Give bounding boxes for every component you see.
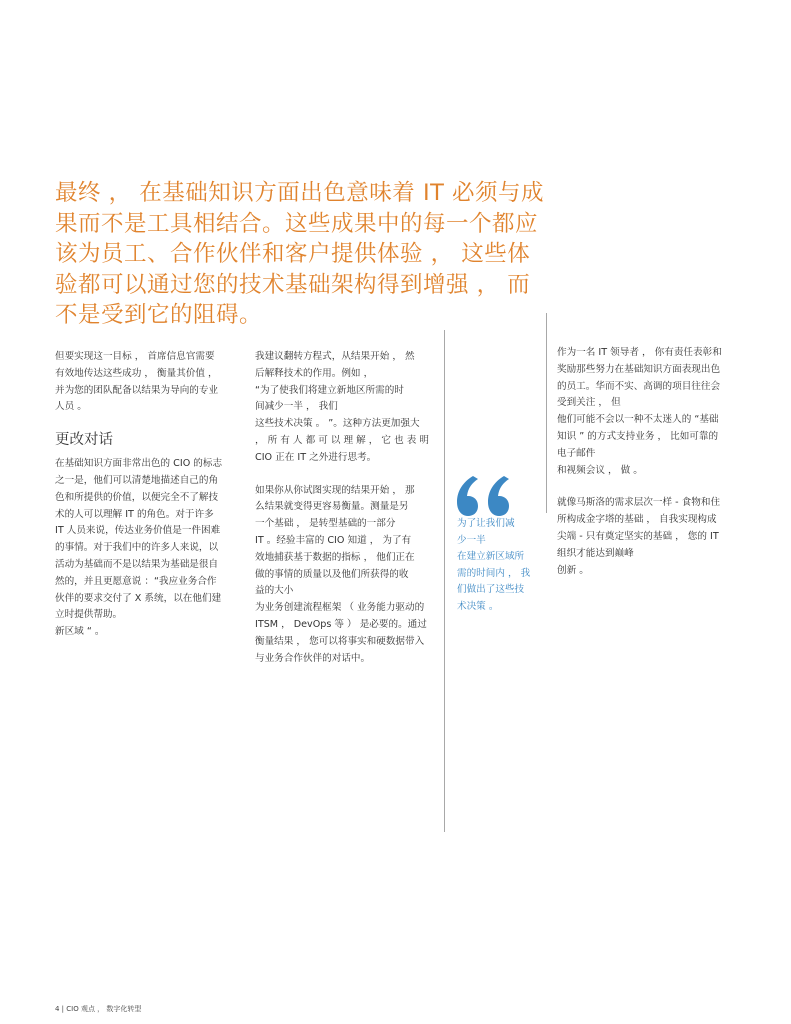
- quote-line: 为了让我们减: [457, 518, 515, 529]
- text-line: 衡量结果 ， 您可以将事实和硬数据带入: [255, 635, 425, 647]
- text-line: 色和所提供的价值，以便完全不了解技: [55, 491, 219, 503]
- text-line: 做的事情的质量以及他们所获得的收: [255, 568, 409, 580]
- text-line: 知识 ” 的方式支持业务 ， 比如可靠的: [557, 430, 719, 442]
- text-line: 伙伴的要求交付了 X 系统，以在他们建: [55, 592, 222, 604]
- paragraph: [255, 483, 440, 668]
- quote-line: 在建立新区域所: [457, 551, 525, 563]
- text-line: 活动为基础而不是以结果为基础是很自: [55, 558, 219, 570]
- text-line: 和视频会议 ， 做 。: [557, 464, 643, 476]
- text-line: 的员工。华而不实、高调的项目往往会: [557, 380, 721, 392]
- pull-quote: [457, 516, 539, 616]
- headline-line: 验都可以通过您的技术基础架构得到增强 ， 而: [55, 271, 531, 298]
- text-line: IT 。经验丰富的 CIO 知道 ， 为了有: [255, 534, 412, 546]
- quote-mark-icon: [455, 474, 513, 518]
- paragraph: [557, 495, 747, 579]
- text-line: 但要实现这一目标 ， 首席信息官需要: [55, 351, 215, 362]
- text-line: 电子邮件: [557, 447, 596, 459]
- text-line: ， 所 有 人 都 可 以 理 解 ， 它 也 表 明: [255, 434, 429, 446]
- text-line: 后解释技术的作用。例如 ，: [255, 367, 374, 379]
- column-divider: [444, 330, 445, 832]
- page-footer: 4 | CIO 观点 ， 数字化转型: [55, 1005, 142, 1013]
- text-line: 尖端 - 只有奠定坚实的基础 ， 您的 IT: [557, 530, 719, 542]
- text-line: 术的人可以理解 IT 的角色。对于许多: [55, 508, 214, 520]
- text-line: 间减少一半 ， 我们: [255, 401, 338, 413]
- quote-line: 少一半: [457, 534, 486, 546]
- text-line: 人员 。: [55, 401, 87, 413]
- text-line: 之一是，他们可以清楚地描述自己的角: [55, 474, 219, 486]
- paragraph: [255, 349, 440, 467]
- text-line: 就像马斯洛的需求层次一样 - 食物和住: [557, 497, 721, 509]
- column-2: [255, 349, 440, 667]
- column-divider: [546, 313, 547, 513]
- text-line: 么结果就变得更容易衡量。测量是另: [255, 501, 409, 513]
- text-line: 我建议翻转方程式，从结果开始 ， 然: [255, 351, 415, 362]
- text-line: 立时提供帮助。: [55, 609, 123, 621]
- headline-line: 果而不是工具相结合。这些成果中的每一个都应: [55, 210, 539, 237]
- headline-line: 不是受到它的阻碍。: [55, 302, 263, 328]
- paragraph: [557, 345, 747, 479]
- paragraph-gap: [255, 467, 440, 483]
- paragraph: [55, 456, 235, 641]
- text-line: 受到关注 ， 但: [557, 397, 621, 409]
- text-line: 作为一名 IT 领导者 ， 你有责任表彰和: [557, 347, 722, 358]
- text-line: 为业务创建流程框架 （ 业务能力驱动的: [255, 602, 425, 614]
- text-line: 益的大小: [255, 585, 294, 597]
- text-line: 所构成金字塔的基础 ， 自我实现构成: [557, 514, 717, 526]
- text-line: ITSM ， DevOps 等 ） 是必要的。通过: [255, 618, 427, 630]
- quote-line: 们做出了这些技: [457, 584, 525, 596]
- text-line: 奖励那些努力在基础知识方面表现出色: [557, 363, 721, 375]
- text-line: 效地捕获基于数据的指标 ， 他们正在: [255, 551, 415, 563]
- paragraph-gap: [557, 479, 747, 495]
- text-line: 组织才能达到巅峰: [557, 547, 634, 559]
- quote-line: 需的时间内 ， 我: [457, 567, 531, 579]
- text-line: 如果你从你试图实现的结果开始 ， 那: [255, 484, 415, 496]
- text-line: 有效地传达这些成功 ， 衡量其价值 ，: [55, 367, 218, 379]
- text-line: 这些技术决策 。 ”。这种方法更加强大: [255, 418, 420, 430]
- text-line: 一个基础 ， 是转型基础的一部分: [255, 518, 396, 530]
- text-line: 并为您的团队配备以结果为导向的专业: [55, 384, 219, 396]
- text-line: 新区域 “ 。: [55, 626, 105, 638]
- paragraph: [55, 349, 235, 416]
- text-line: 的事情。对于我们中的许多人来说，以: [55, 542, 219, 554]
- text-line: “为了使我们将建立新地区所需的时: [255, 384, 404, 396]
- text-line: 然的，并且更愿意说 ：“我应业务合作: [55, 575, 217, 587]
- text-line: 创新 。: [557, 564, 589, 576]
- headline: [55, 178, 555, 331]
- headline-line: 最终 ， 在基础知识方面出色意味着 IT 必须与成: [55, 180, 544, 206]
- text-line: 在基础知识方面非常出色的 CIO 的标志: [55, 458, 223, 470]
- text-line: IT 人员来说，传达业务价值是一件困难: [55, 525, 221, 537]
- text-line: 他们可能不会以一种不太迷人的 “基础: [557, 414, 719, 426]
- quote-line: 术决策 。: [457, 600, 499, 612]
- column-1: [55, 349, 235, 641]
- column-4: [557, 345, 747, 579]
- section-subheading: 更改对话: [55, 432, 113, 449]
- headline-line: 该为员工、合作伙伴和客户提供体验 ， 这些体: [55, 241, 531, 267]
- text-line: 与业务合作伙伴的对话中。: [255, 652, 371, 664]
- text-line: CIO 正在 IT 之外进行思考。: [255, 451, 377, 463]
